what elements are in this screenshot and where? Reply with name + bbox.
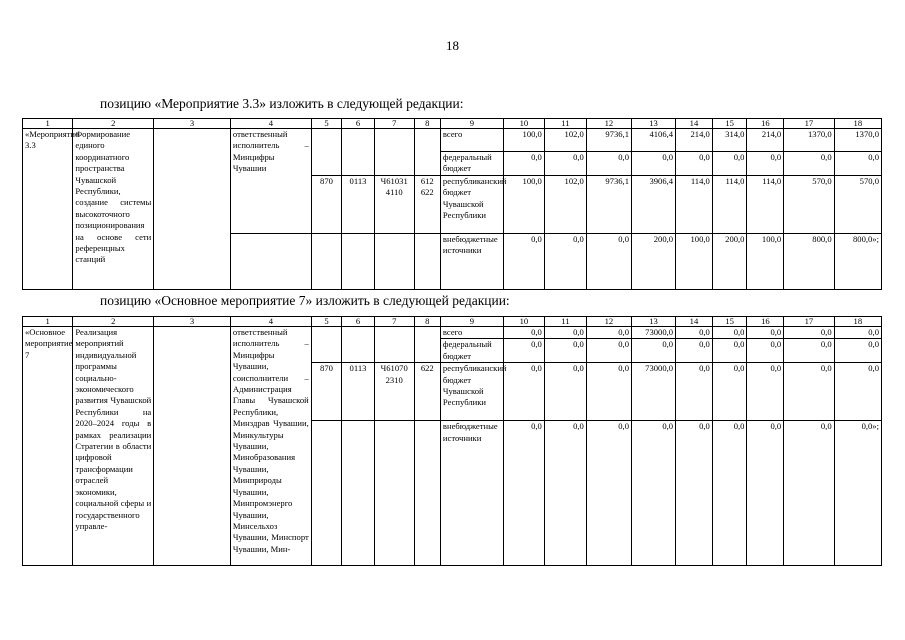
empty-cell [311,129,341,176]
value-cell: 0,0 [544,233,586,289]
funding-source: федеральный бюджет [440,152,503,176]
value-cell: 0,0 [747,152,784,176]
funding-source: федеральный бюджет [440,339,503,363]
table-row [23,129,882,152]
value-cell: 0,0 [632,421,676,566]
executor: ответственный исполнитель – Минцифры Чувашии, соисполнители – Администрация Главы Чувашской Республики, Минздрав Чувашии, Минкультуры Чувашии, Минобразования Чувашии, Минприроды Чувашии, Минпромэнерго Чувашии, Минсельхоз Чувашии, Минспорт Чувашии, Мин- [230,327,311,566]
header-cell: 11 [544,119,586,129]
empty-cell [342,233,375,289]
header-cell: 1 [23,317,73,327]
value-cell: 0,0 [784,327,834,339]
value-cell: 0,0 [834,327,881,339]
header-cell: 14 [676,119,713,129]
value-cell: 9736,1 [586,129,631,152]
header-cell: 13 [632,317,676,327]
empty-cell [342,129,375,176]
empty-cell [342,327,375,363]
value-cell: 1370,0 [784,129,834,152]
header-cell: 13 [632,119,676,129]
vr-code: 612 622 [414,175,440,233]
header-cell: 17 [784,317,834,327]
value-cell: 0,0 [586,152,631,176]
value-cell: 0,0 [784,363,834,421]
empty-cell [342,421,375,566]
page-number: 18 [446,38,459,53]
header-cell: 14 [676,317,713,327]
header-cell: 6 [342,317,375,327]
value-cell: 100,0 [503,175,544,233]
rzpr-code: 0113 [342,363,375,421]
header-cell: 10 [503,317,544,327]
csr-code: Ч61070 2310 [374,363,414,421]
value-cell: 0,0 [834,363,881,421]
value-cell: 800,0»; [834,233,881,289]
header-cell: 8 [414,119,440,129]
header-cell: 2 [73,119,154,129]
measure-code: «Мероприятие 3.3 [23,129,73,290]
value-cell: 0,0 [632,152,676,176]
value-cell: 114,0 [712,175,747,233]
value-cell: 9736,1 [586,175,631,233]
value-cell: 0,0 [676,421,713,566]
value-cell: 0,0 [503,363,544,421]
value-cell: 0,0 [834,339,881,363]
value-cell: 0,0 [586,363,631,421]
header-cell: 16 [747,119,784,129]
grbs-code: 870 [311,175,341,233]
value-cell: 0,0 [544,152,586,176]
empty-cell [414,421,440,566]
funding-source: всего [440,327,503,339]
value-cell: 0,0 [544,327,586,339]
measure-code: «Основное мероприятие 7 [23,327,73,566]
value-cell: 102,0 [544,129,586,152]
header-cell: 18 [834,317,881,327]
rzpr-code: 0113 [342,175,375,233]
value-cell: 0,0 [712,339,747,363]
value-cell: 0,0 [544,421,586,566]
value-cell: 0,0 [676,327,713,339]
empty-cell [414,327,440,363]
empty-cell [230,233,311,289]
header-cell: 15 [712,119,747,129]
value-cell: 0,0 [676,339,713,363]
empty-cell [311,421,341,566]
executor: ответственный исполнитель – Минцифры Чувашии [230,129,311,234]
header-cell: 17 [784,119,834,129]
header-cell: 18 [834,119,881,129]
value-cell: 0,0 [747,327,784,339]
header-cell: 15 [712,317,747,327]
empty-cell [311,233,341,289]
grbs-code: 870 [311,363,341,421]
funding-source: всего [440,129,503,152]
header-cell: 4 [230,119,311,129]
value-cell: 214,0 [676,129,713,152]
value-cell: 0,0 [747,339,784,363]
value-cell: 0,0»; [834,421,881,566]
value-cell: 0,0 [747,421,784,566]
funding-source: республиканский бюджет Чувашской Республики [440,175,503,233]
empty-cell [374,233,414,289]
header-cell: 11 [544,317,586,327]
value-cell: 200,0 [712,233,747,289]
value-cell: 73000,0 [632,363,676,421]
empty-cell [374,129,414,176]
header-cell: 5 [311,119,341,129]
value-cell: 0,0 [834,152,881,176]
value-cell: 0,0 [544,363,586,421]
value-cell: 102,0 [544,175,586,233]
value-cell: 0,0 [586,421,631,566]
header-cell: 3 [154,119,231,129]
funding-source: республиканский бюджет Чувашской Республики [440,363,503,421]
value-cell: 0,0 [503,152,544,176]
header-cell: 2 [73,317,154,327]
value-cell: 0,0 [676,152,713,176]
value-cell: 100,0 [747,233,784,289]
value-cell: 0,0 [784,152,834,176]
value-cell: 0,0 [544,339,586,363]
value-cell: 0,0 [712,152,747,176]
value-cell: 0,0 [503,327,544,339]
value-cell: 200,0 [632,233,676,289]
value-cell: 0,0 [747,363,784,421]
funding-source: внебюджетные источники [440,421,503,566]
header-cell: 8 [414,317,440,327]
value-cell: 570,0 [784,175,834,233]
table-header-row [23,317,882,327]
empty-cell [311,327,341,363]
value-cell: 214,0 [747,129,784,152]
value-cell: 100,0 [676,233,713,289]
funding-source: внебюджетные источники [440,233,503,289]
header-cell: 16 [747,317,784,327]
empty-cell [374,327,414,363]
value-cell: 1370,0 [834,129,881,152]
value-cell: 314,0 [712,129,747,152]
header-cell: 9 [440,317,503,327]
header-cell: 6 [342,119,375,129]
value-cell: 73000,0 [632,327,676,339]
value-cell: 0,0 [586,327,631,339]
value-cell: 0,0 [784,421,834,566]
value-cell: 0,0 [503,421,544,566]
empty-cell [154,327,231,566]
value-cell: 800,0 [784,233,834,289]
section1-intro: позицию «Мероприятие 3.3» изложить в следующей редакции: [100,96,464,111]
value-cell: 0,0 [712,363,747,421]
empty-cell [154,129,231,290]
header-cell: 5 [311,317,341,327]
value-cell: 114,0 [676,175,713,233]
section1-table [22,118,882,290]
value-cell: 0,0 [712,327,747,339]
value-cell: 0,0 [586,339,631,363]
header-cell: 9 [440,119,503,129]
value-cell: 570,0 [834,175,881,233]
table-header-row [23,119,882,129]
empty-cell [374,421,414,566]
empty-cell [414,233,440,289]
value-cell: 0,0 [676,363,713,421]
header-cell: 12 [586,317,631,327]
table-row [23,327,882,339]
header-cell: 3 [154,317,231,327]
section2-table [22,316,882,566]
csr-code: Ч61031 4110 [374,175,414,233]
empty-cell [414,129,440,176]
header-cell: 7 [374,317,414,327]
vr-code: 622 [414,363,440,421]
header-cell: 7 [374,119,414,129]
value-cell: 3906,4 [632,175,676,233]
value-cell: 0,0 [632,339,676,363]
value-cell: 0,0 [784,339,834,363]
value-cell: 114,0 [747,175,784,233]
header-cell: 1 [23,119,73,129]
header-cell: 4 [230,317,311,327]
value-cell: 0,0 [712,421,747,566]
value-cell: 0,0 [586,233,631,289]
value-cell: 0,0 [503,233,544,289]
measure-name: Реализация мероприятий индивидуальной программы социально-экономического развития Чувашской Республики на 2020–2024 годы в рамках реализации Стратегии в области цифровой трансформации отраслей экономики, социальной сферы и государственного управле- [73,327,154,566]
section2-intro: позицию «Основное мероприятие 7» изложить в следующей редакции: [100,293,510,308]
value-cell: 0,0 [503,339,544,363]
value-cell: 100,0 [503,129,544,152]
value-cell: 4106,4 [632,129,676,152]
header-cell: 12 [586,119,631,129]
header-cell: 10 [503,119,544,129]
measure-name: Формирование единого координатного пространства Чувашской Республики, создание системы высокоточного позиционирования на основе сети референцных станций [73,129,154,290]
